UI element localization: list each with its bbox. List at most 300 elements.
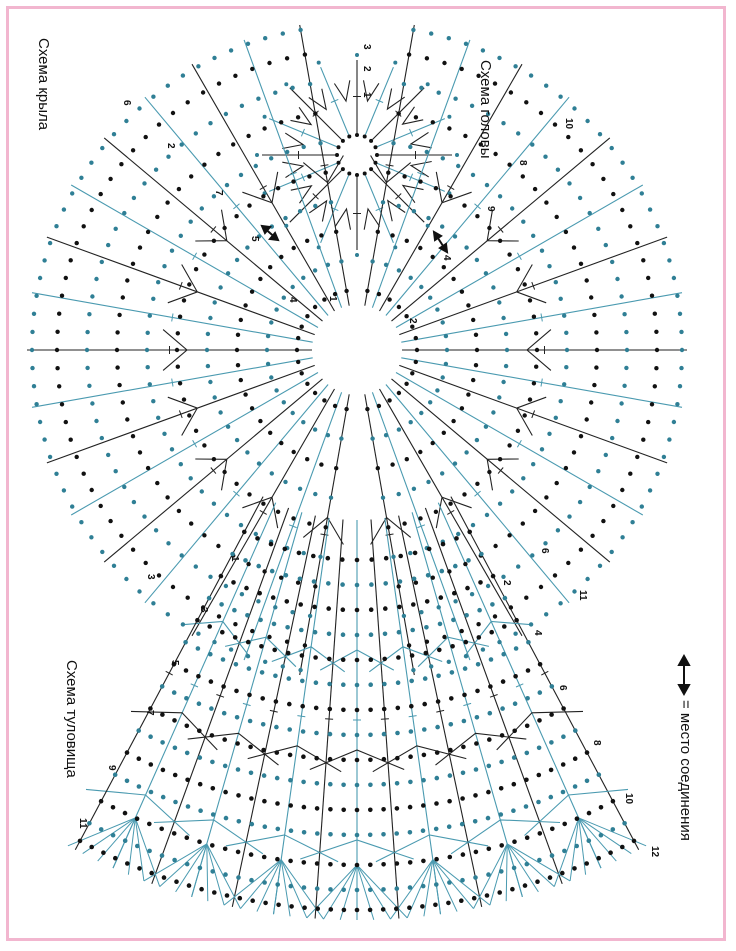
stitch-dot xyxy=(90,488,94,492)
stitch-dot xyxy=(514,646,519,651)
stitch-dot xyxy=(276,827,281,832)
stitch-dot xyxy=(641,438,645,442)
stitch-dot xyxy=(562,382,566,386)
stitch-dot xyxy=(540,447,544,451)
stitch-dot xyxy=(285,640,289,644)
wing-left-row-3: 3 xyxy=(145,574,156,580)
stitch-crossbar xyxy=(260,186,267,190)
stitch-dot xyxy=(409,276,413,280)
stitch-dot xyxy=(498,457,502,461)
stitch-dot xyxy=(610,550,614,554)
stitch-dot xyxy=(305,457,309,461)
stitch-dot xyxy=(368,783,373,788)
stitch-dot xyxy=(368,863,373,868)
increase-mark xyxy=(335,209,350,230)
stitch-dot xyxy=(138,245,142,249)
stitch-dot xyxy=(291,411,295,415)
stitch-dot xyxy=(328,707,333,712)
increase-mark xyxy=(282,162,303,177)
stitch-dot xyxy=(377,404,381,408)
stitch-dot xyxy=(529,622,533,626)
stitch-crossbar xyxy=(447,510,454,514)
stitch-dot xyxy=(99,799,104,804)
stitch-dot xyxy=(222,737,227,742)
stitch-dot xyxy=(395,861,400,866)
increase-mark xyxy=(517,397,547,435)
stitch-dot xyxy=(428,296,432,300)
stitch-dot xyxy=(646,420,650,424)
stitch-dot xyxy=(208,652,213,657)
stitch-dot xyxy=(447,824,452,829)
stitch-dot xyxy=(421,778,426,783)
stitch-dot xyxy=(585,779,590,784)
stitch-dot xyxy=(442,635,446,639)
stitch-dot xyxy=(179,234,183,238)
stitch-dot xyxy=(635,241,639,245)
stitch-dot xyxy=(590,534,594,538)
stitch-dot xyxy=(162,875,167,880)
stitch-dot xyxy=(419,610,423,614)
stitch-dot xyxy=(410,628,415,633)
stitch-dot xyxy=(524,804,529,809)
stitch-dot xyxy=(117,313,121,317)
stitch-dot xyxy=(382,682,387,687)
stitch-dot xyxy=(300,704,305,709)
stitch-dot xyxy=(578,196,582,200)
stitch-dot xyxy=(324,171,328,175)
stitch-dot xyxy=(451,419,455,423)
stitch-dot xyxy=(125,861,130,866)
stitch-crossbar xyxy=(447,186,454,190)
stitch-dot xyxy=(610,146,614,150)
stitch-dot xyxy=(487,737,492,742)
stitch-dot xyxy=(257,461,261,465)
stitch-dot xyxy=(89,535,93,539)
stitch-dot xyxy=(341,657,346,662)
stitch-dot xyxy=(243,558,248,563)
stitch-dot xyxy=(555,481,559,485)
stitch-dot xyxy=(250,67,254,71)
stitch-dot xyxy=(355,133,359,137)
stitch-crossbar xyxy=(297,716,305,717)
stitch-dot xyxy=(85,366,89,370)
stitch-dot xyxy=(493,614,497,618)
stitch-dot xyxy=(186,596,190,600)
stitch-dot xyxy=(553,122,557,126)
stitch-dot xyxy=(207,596,212,601)
stitch-dot xyxy=(530,553,534,557)
stitch-dot xyxy=(302,860,307,865)
stitch-dot xyxy=(60,402,64,406)
stitch-dot xyxy=(32,384,36,388)
stitch-dot xyxy=(172,831,177,836)
stitch-dot xyxy=(225,183,229,187)
stitch-dot xyxy=(421,828,426,833)
stitch-crossbar xyxy=(381,719,389,720)
wing-scheme-title: Схема крыла xyxy=(35,38,52,131)
stitch-dot xyxy=(444,362,448,366)
stitch-dot xyxy=(564,466,568,470)
stitch-dot xyxy=(298,487,302,491)
stitch-dot xyxy=(283,547,288,552)
stitch-dot xyxy=(535,348,539,352)
stitch-dot xyxy=(328,782,333,787)
stitch-dot xyxy=(466,392,470,396)
stitch-dot xyxy=(594,330,598,334)
stitch-dot xyxy=(219,602,224,607)
stitch-dot xyxy=(221,684,226,689)
stitch-dot xyxy=(308,82,312,86)
stitch-dot xyxy=(202,163,206,167)
stitch-dot xyxy=(558,601,562,605)
stitch-dot xyxy=(523,282,527,286)
stitch-dot xyxy=(448,502,452,506)
stitch-dot xyxy=(654,330,658,334)
fan-stitch xyxy=(224,860,281,905)
stitch-dot xyxy=(194,267,198,271)
stitch-dot xyxy=(408,551,412,555)
stitch-dot xyxy=(512,782,517,787)
stitch-dot xyxy=(464,640,469,645)
stitch-dot xyxy=(121,295,125,299)
stitch-dot xyxy=(344,289,348,293)
stitch-dot xyxy=(440,224,444,228)
stitch-dot xyxy=(243,303,247,307)
stitch-dot xyxy=(497,300,501,304)
stitch-dot xyxy=(386,171,390,175)
stitch-dot xyxy=(397,605,402,610)
stitch-dot xyxy=(305,239,309,243)
stitch-dot xyxy=(484,425,488,429)
stitch-dot xyxy=(463,666,468,671)
stitch-dot xyxy=(301,729,306,734)
stitch-dot xyxy=(210,843,215,848)
stitch-dot xyxy=(148,382,152,386)
stitch-dot xyxy=(160,740,165,745)
stitch-dot xyxy=(101,850,106,855)
stitch-dot xyxy=(166,541,170,545)
stitch-dot xyxy=(422,753,427,758)
stitch-dot xyxy=(184,668,189,673)
stitch-dot xyxy=(185,862,190,867)
stitch-dot xyxy=(434,510,438,514)
stitch-dot xyxy=(270,569,275,574)
stitch-dot xyxy=(117,383,121,387)
stitch-dot xyxy=(235,715,240,720)
stitch-dot xyxy=(510,887,515,892)
stitch-dot xyxy=(547,432,551,436)
stitch-dot xyxy=(425,56,429,60)
stitch-dot xyxy=(396,706,401,711)
stitch-dot xyxy=(327,682,332,687)
stitch-dot xyxy=(402,614,406,618)
stitch-dot xyxy=(540,249,544,253)
stitch-dot xyxy=(431,120,435,124)
stitch-dot xyxy=(187,413,191,417)
stitch-dot xyxy=(239,318,243,322)
fan-stitch xyxy=(135,818,144,881)
stitch-dot xyxy=(414,115,418,119)
stitch-dot xyxy=(34,402,38,406)
stitch-dot xyxy=(114,469,118,473)
stitch-dot xyxy=(500,706,505,711)
stitch-dot xyxy=(254,532,258,536)
stitch-dot xyxy=(524,596,528,600)
stitch-dot xyxy=(328,832,333,837)
stitch-dot xyxy=(322,297,326,301)
stitch-dot xyxy=(180,553,184,557)
stitch-dot xyxy=(272,648,277,653)
stitch-dot xyxy=(250,290,254,294)
stitch-dot xyxy=(268,265,272,269)
stitch-dot xyxy=(122,211,126,215)
stitch-dot xyxy=(537,746,542,751)
stitch-dot xyxy=(136,728,141,733)
stitch-dot xyxy=(149,790,154,795)
stitch-dot xyxy=(176,331,180,335)
stitch-dot xyxy=(635,455,639,459)
stitch-dot xyxy=(298,602,303,607)
stitch-crossbar xyxy=(260,510,267,514)
stitch-dot xyxy=(182,298,186,302)
stitch-dot xyxy=(550,827,555,832)
stitch-dot xyxy=(231,142,235,146)
stitch-dot xyxy=(160,853,165,858)
stitch-dot xyxy=(588,211,592,215)
stitch-dot xyxy=(239,523,243,527)
stitch-dot xyxy=(441,156,445,160)
stitch-dot xyxy=(281,31,285,35)
stitch-dot xyxy=(261,722,266,727)
stitch-dot xyxy=(272,622,277,627)
stitch-dot xyxy=(238,896,243,901)
stitch-dot xyxy=(269,320,273,324)
stitch-dot xyxy=(369,607,374,612)
stitch-dot xyxy=(291,285,295,289)
stitch-dot xyxy=(472,896,477,901)
stitch-dot xyxy=(208,316,212,320)
stitch-dot xyxy=(423,676,428,681)
stitch-dot xyxy=(507,443,511,447)
stitch-dot xyxy=(166,612,170,616)
stitch-dot xyxy=(224,112,228,116)
stitch-dot xyxy=(421,884,426,889)
stitch-dot xyxy=(398,554,403,559)
stitch-dot xyxy=(237,819,242,824)
stitch-dot xyxy=(382,732,387,737)
stitch-dot xyxy=(222,711,227,716)
stitch-dot xyxy=(270,471,274,475)
stitch-dot xyxy=(112,132,116,136)
stitch-dot xyxy=(579,262,583,266)
stitch-dot xyxy=(115,348,119,352)
stitch-dot xyxy=(246,640,251,645)
stitch-dot xyxy=(447,660,451,664)
stitch-dot xyxy=(615,419,619,423)
stitch-dot xyxy=(285,599,290,604)
stitch-dot xyxy=(463,134,467,138)
stitch-dot xyxy=(261,194,265,198)
stitch-dot xyxy=(342,833,347,838)
stitch-dot xyxy=(461,852,466,857)
stitch-dot xyxy=(407,905,412,910)
stitch-dot xyxy=(344,407,348,411)
stitch-dot xyxy=(198,866,203,871)
stitch-dot xyxy=(464,245,468,249)
fan-stitch xyxy=(207,844,224,905)
stitch-dot xyxy=(255,153,259,157)
stitch-dot xyxy=(485,513,489,517)
stitch-dot xyxy=(640,504,644,508)
stitch-dot xyxy=(562,314,566,318)
stitch-dot xyxy=(217,614,221,618)
join-arrow-right-icon xyxy=(434,232,447,252)
stitch-dot xyxy=(451,618,456,623)
stitch-dot xyxy=(537,718,542,723)
stitch-dot xyxy=(418,246,422,250)
stitch-dot xyxy=(319,233,323,237)
stitch-dot xyxy=(498,502,502,506)
stitch-dot xyxy=(48,455,52,459)
stitch-dot xyxy=(328,757,333,762)
stitch-dot xyxy=(183,640,188,645)
stitch-dot xyxy=(255,536,260,541)
stitch-dot xyxy=(390,233,394,237)
stitch-dot xyxy=(355,683,360,688)
stitch-dot xyxy=(287,676,292,681)
stitch-dot xyxy=(440,569,445,574)
stitch-dot xyxy=(62,207,66,211)
stitch-dot xyxy=(85,330,89,334)
increase-mark xyxy=(364,209,379,230)
fan-stitch xyxy=(424,860,433,917)
stitch-dot xyxy=(572,866,577,871)
stitch-dot xyxy=(398,579,403,584)
stitch-dot xyxy=(223,790,228,795)
stitch-dot xyxy=(425,150,429,154)
stitch-dot xyxy=(172,858,177,863)
stitch-dot xyxy=(521,476,525,480)
stitch-dot xyxy=(131,548,135,552)
stitch-dot xyxy=(374,145,378,149)
stitch-dot xyxy=(598,564,602,568)
join-arrow-left-icon xyxy=(262,226,278,240)
stitch-dot xyxy=(208,121,212,125)
stitch-dot xyxy=(418,450,422,454)
stitch-dot xyxy=(384,556,389,561)
stitch-dot xyxy=(94,277,98,281)
stitch-dot xyxy=(479,552,484,557)
stitch-dot xyxy=(471,173,475,177)
stitch-dot xyxy=(509,605,513,609)
increase-mark xyxy=(334,80,349,101)
stitch-dot xyxy=(654,366,658,370)
fan-stitch xyxy=(357,865,391,919)
stitch-dot xyxy=(395,781,400,786)
stitch-dot xyxy=(285,625,290,630)
body-left-row-11: 11 xyxy=(77,818,88,829)
stitch-dot xyxy=(579,434,583,438)
stitch-dot xyxy=(291,516,295,520)
stitch-dot xyxy=(151,297,155,301)
stitch-dot xyxy=(257,591,262,596)
stitch-dot xyxy=(596,227,600,231)
stitch-dot xyxy=(485,893,490,898)
stitch-dot xyxy=(274,699,279,704)
stitch-dot xyxy=(475,214,479,218)
stitch-dot xyxy=(232,608,237,613)
stitch-dot xyxy=(429,664,433,668)
stitch-dot xyxy=(487,226,491,230)
stitch-dot xyxy=(453,97,457,101)
stitch-dot xyxy=(466,303,470,307)
wing-right-row-9: 9 xyxy=(485,206,496,212)
stitch-dot xyxy=(305,314,309,318)
stitch-dot xyxy=(434,882,439,887)
stitch-dot xyxy=(648,207,652,211)
stitch-dot xyxy=(514,618,519,623)
stitch-dot xyxy=(355,783,360,788)
stitch-dot xyxy=(335,153,339,157)
stitch-dot xyxy=(516,131,520,135)
stitch-dot xyxy=(171,111,175,115)
stitch-dot xyxy=(662,455,666,459)
stitch-dot xyxy=(312,605,317,610)
stitch-dot xyxy=(262,773,267,778)
stitch-dot xyxy=(212,890,217,895)
stitch-dot xyxy=(302,805,307,810)
stitch-dot xyxy=(198,782,203,787)
stitch-dot xyxy=(464,654,468,658)
stitch-dot xyxy=(444,334,448,338)
stitch-dot xyxy=(263,660,267,664)
stitch-dot xyxy=(511,808,516,813)
stitch-dot xyxy=(409,679,414,684)
stitch-dot xyxy=(528,397,532,401)
stitch-dot xyxy=(182,397,186,401)
stitch-dot xyxy=(587,811,592,816)
stitch-dot xyxy=(266,334,270,338)
stitch-dot xyxy=(428,400,432,404)
stitch-dot xyxy=(178,315,182,319)
stitch-dot xyxy=(497,395,501,399)
increase-mark xyxy=(364,80,379,101)
stitch-dot xyxy=(79,520,83,524)
stitch-dot xyxy=(526,640,531,645)
stitch-dot xyxy=(486,872,491,877)
stitch-dot xyxy=(426,216,430,220)
stitch-dot xyxy=(565,348,569,352)
stitch-dot xyxy=(402,521,406,525)
stitch-dot xyxy=(523,883,528,888)
stitch-dot xyxy=(384,263,388,267)
stitch-dot xyxy=(355,253,359,257)
stitch-dot xyxy=(596,856,601,861)
stitch-dot xyxy=(137,866,142,871)
stitch-dot xyxy=(578,500,582,504)
stitch-dot xyxy=(138,450,142,454)
stitch-dot xyxy=(462,492,466,496)
stitch-dot xyxy=(409,420,413,424)
stitch-dot xyxy=(289,828,294,833)
stitch-dot xyxy=(460,822,465,827)
stitch-dot xyxy=(314,756,319,761)
stitch-dot xyxy=(368,808,373,813)
stitch-dot xyxy=(148,314,152,318)
stitch-dot xyxy=(342,908,347,913)
stitch-dot xyxy=(262,855,267,860)
stitch-dot xyxy=(82,224,86,228)
